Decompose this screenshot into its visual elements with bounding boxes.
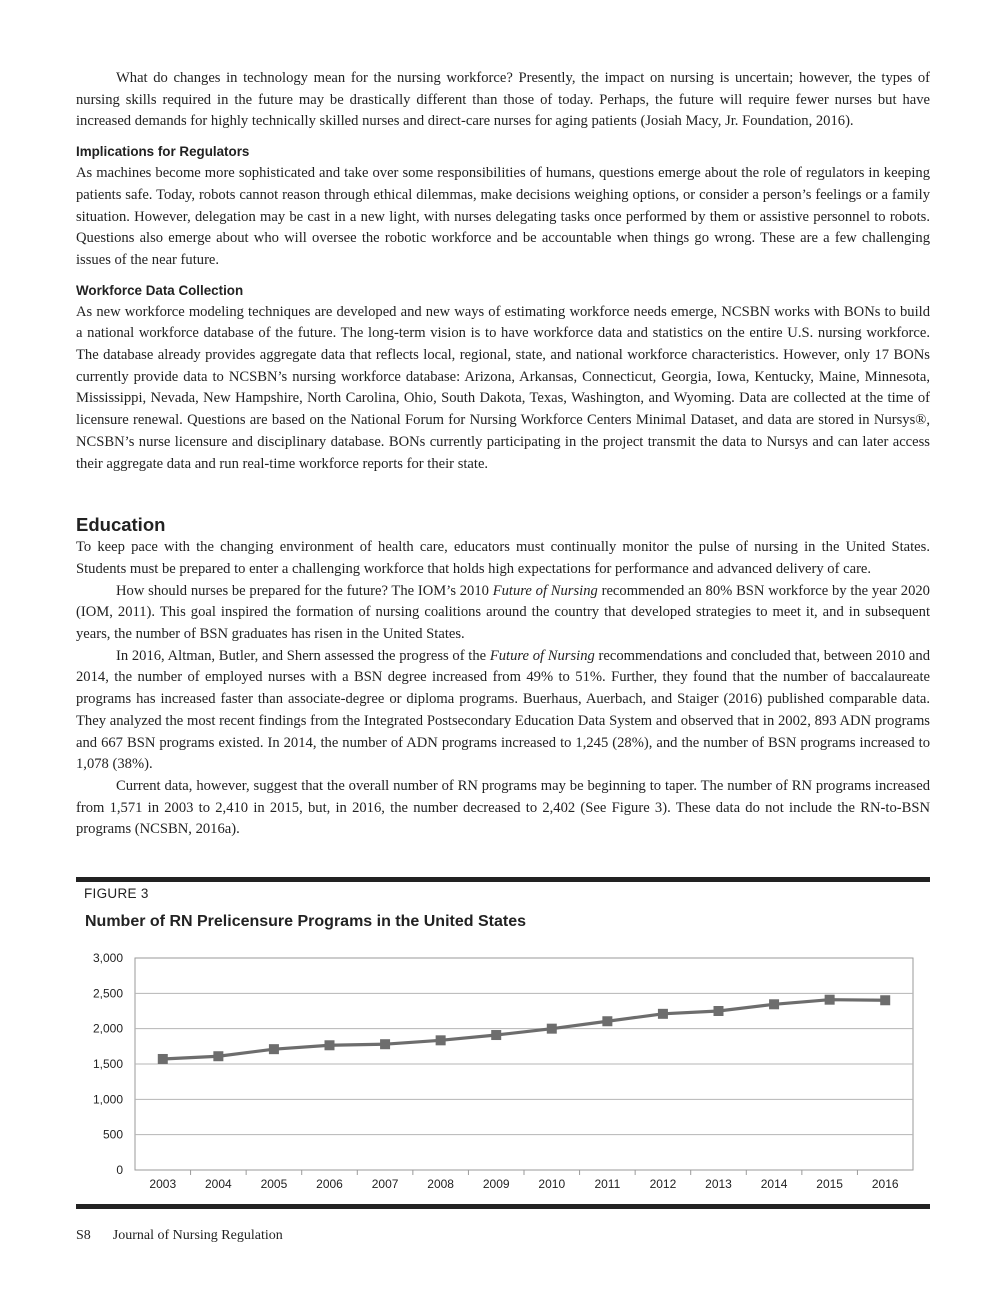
- data-point-marker: [825, 995, 835, 1005]
- paragraph-education-3: [76, 646, 930, 776]
- article-body: [76, 68, 930, 841]
- figure-3: [76, 877, 930, 1211]
- data-point-marker: [158, 1054, 168, 1064]
- line-chart: [76, 942, 930, 1202]
- data-point-marker: [213, 1051, 223, 1061]
- y-tick-label: 2,500: [92, 986, 123, 1001]
- figure-top-rule: [76, 877, 930, 882]
- data-point-marker: [602, 1016, 612, 1026]
- heading-education: Education: [76, 514, 166, 536]
- text-emphasis: Future of Nursing: [492, 582, 598, 599]
- heading-workforce-data: Workforce Data Collection: [76, 282, 244, 298]
- y-tick-label: 1,500: [92, 1057, 123, 1071]
- y-tick-label: 500: [102, 1127, 123, 1142]
- x-tick-label: 2007: [371, 1177, 399, 1191]
- figure-bottom-rule: [76, 1204, 930, 1209]
- x-tick-label: 2014: [760, 1177, 788, 1191]
- paragraph-education-1: To keep pace with the changing environment of health care, educators must continually monitor the pulse of nursing in the United States. Students must be prepared to enter a challenging workforce that holds high expectations for performance and advanced delivery of care.: [76, 539, 930, 577]
- x-tick-label: 2008: [427, 1177, 454, 1191]
- x-tick-label: 2015: [816, 1177, 843, 1191]
- x-tick-label: 2013: [705, 1177, 732, 1191]
- page-footer: [76, 1228, 283, 1244]
- x-tick-label: 2006: [316, 1177, 343, 1191]
- data-point-marker: [269, 1044, 279, 1054]
- paragraph-regulators: As machines become more sophisticated and take over some responsibilities of humans, questions emerge about the role of regulators in keeping patients safe. Today, robots cannot reason through ethical dilemmas, make decisions weighing options, or consider a person’s feelings or a family situation. However, delegation may be cast in a new light, with nurses delegating tasks once performed by them or assistive personnel to robots. Questions also emerge about who will oversee the robotic workforce and be accountable when things go wrong. These are a few challenging issues of the near future.: [76, 165, 930, 268]
- text-run: recommended an 80% BSN workforce by the year 2020 (IOM, 2011). This goal inspired the formation of nursing coalitions around the country that developed strategies to meet it, and in subsequent years, the number of BSN graduates has risen in the United States.: [76, 582, 930, 643]
- data-point-marker: [436, 1035, 446, 1045]
- text-emphasis: Future of Nursing: [489, 647, 595, 664]
- paragraph-technology: What do changes in technology mean for the nursing workforce? Presently, the impact on nursing is uncertain; however, the types of nursing skills required in the future may be drastically different than those of today. Perhaps, the future will require fewer nurses but have increased demands for highly technically skilled nurses and direct-care nurses for aging patients (Josiah Macy, Jr. Foundation, 2016).: [76, 70, 930, 130]
- x-tick-label: 2012: [649, 1177, 677, 1191]
- data-point-marker: [491, 1030, 501, 1040]
- x-tick-label: 2005: [260, 1177, 288, 1191]
- y-tick-label: 3,000: [92, 951, 123, 965]
- x-tick-label: 2011: [594, 1177, 621, 1191]
- data-point-marker: [658, 1009, 668, 1019]
- paragraph-workforce-data: As new workforce modeling techniques are developed and new ways of estimating workforce needs emerge, NCSBN works with BONs to build a national workforce database of the future. The long-term vision is to have workforce data and statistics on the entire U.S. nursing workforce. The database already provides aggregate data that reflects local, regional, state, and national workforce characteristics. However, only 17 BONs currently provide data to NCSBN’s nursing workforce database: Arizona, Arkansas, Connecticut, Georgia, Iowa, Kentucky, Maine, Minnesota, Mississippi, Nevada, New Hampshire, North Carolina, Ohio, South Dakota, Texas, Washington, and Wyoming. Data are collected at the time of licensure renewal. Questions are based on the National Forum for Nursing Workforce Centers Minimal Dataset, and data are stored in Nursys®, NCSBN’s nurse licensure and disciplinary database. BONs currently participating in the project transmit the data to Nursys and can later access their aggregate data and run real-time workforce reports for their state.: [76, 303, 930, 472]
- y-tick-label: 0: [116, 1163, 123, 1177]
- text-run: In 2016, Altman, Butler, and Shern assessed the progress of the: [116, 647, 490, 664]
- data-point-marker: [547, 1024, 557, 1034]
- data-point-marker: [380, 1039, 390, 1049]
- journal-name: Journal of Nursing Regulation: [112, 1228, 283, 1243]
- data-point-marker: [880, 995, 890, 1005]
- figure-label: FIGURE 3: [84, 886, 149, 901]
- paragraph-education-2: [76, 581, 930, 646]
- x-tick-label: 2003: [149, 1177, 177, 1191]
- x-tick-label: 2009: [482, 1177, 510, 1191]
- heading-regulators: Implications for Regulators: [76, 144, 250, 160]
- x-tick-label: 2016: [871, 1177, 899, 1191]
- x-tick-label: 2004: [205, 1177, 232, 1191]
- page-number: S8: [76, 1228, 91, 1243]
- text-run: recommendations and concluded that, between 2010 and 2014, the number of employed nurses with a BSN degree increased from 49% to 51%. Further, they found that the number of baccalaureate programs has increased faster than associate-degree or diploma programs. Buerhaus, Auerbach, and Staiger (2016) published comparable data. They analyzed the most recent findings from the Integrated Postsecondary Education Data System and observed that in 2002, 893 ADN programs and 667 BSN programs existed. In 2014, the number of ADN programs increased to 1,245 (28%), and the number of BSN programs increased to 1,078 (38%).: [76, 647, 930, 773]
- data-point-marker: [769, 999, 779, 1009]
- text-run: How should nurses be prepared for the future? The IOM’s 2010: [116, 582, 493, 599]
- data-point-marker: [325, 1040, 335, 1050]
- y-tick-label: 2,000: [92, 1021, 123, 1036]
- y-tick-label: 1,000: [92, 1092, 123, 1107]
- paragraph-education-4: Current data, however, suggest that the overall number of RN programs may be beginning to taper. The number of RN programs increased from 1,571 in 2003 to 2,410 in 2015, but, in 2016, the number decreased to 2,402 (See Figure 3). These data do not include the RN-to-BSN programs (NCSBN, 2016a).: [76, 777, 930, 838]
- figure-title: Number of RN Prelicensure Programs in the United States: [85, 913, 526, 930]
- data-point-marker: [714, 1006, 724, 1016]
- x-tick-label: 2010: [538, 1177, 566, 1191]
